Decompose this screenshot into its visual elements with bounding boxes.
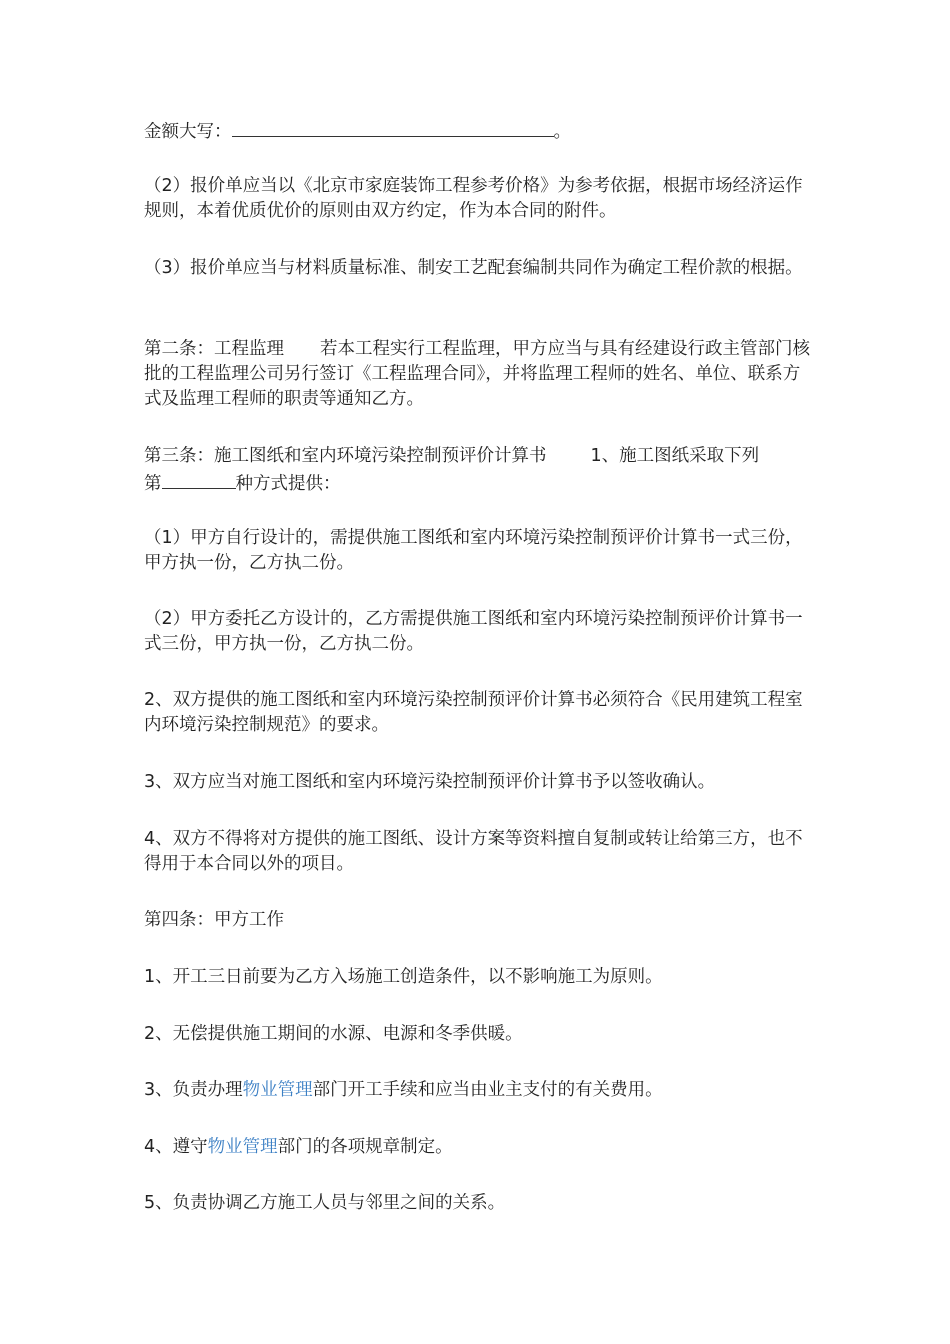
article-3-item-1-suffix: 种方式提供： bbox=[235, 474, 341, 494]
article-4-item-3-suffix: 部门开工手续和应当由业主支付的有关费用。 bbox=[312, 1080, 663, 1100]
amount-in-words-line bbox=[144, 117, 810, 145]
article-2-body: 若本工程实行工程监理，甲方应当与具有经建设行政主管部门核批的工程监理公司另行签订《工程监理合同》，并将监理工程师的姓名、单位、联系方式及监理工程师的职责等通知乙方。 bbox=[144, 339, 810, 409]
article-3-item-2: 2、双方提供的施工图纸和室内环境污染控制预评价计算书必须符合《民用建筑工程室内环境污染控制规范》的要求。 bbox=[144, 690, 803, 735]
article-3-heading bbox=[144, 444, 810, 497]
article-2 bbox=[144, 337, 810, 412]
article-4-item-1: 1、开工三日前要为乙方入场施工创造条件，以不影响施工为原则。 bbox=[144, 967, 663, 987]
article-3-item-1-intro: 1、施工图纸采取下列 bbox=[590, 446, 760, 466]
amount-label: 金额大写： bbox=[144, 122, 232, 142]
article-3-item-3: 3、双方应当对施工图纸和室内环境污染控制预评价计算书予以签收确认。 bbox=[144, 772, 716, 792]
article-3-title: 第三条：施工图纸和室内环境污染控制预评价计算书 bbox=[144, 446, 547, 466]
amount-end: 。 bbox=[553, 122, 571, 142]
article-2-title: 第二条：工程监理 bbox=[144, 339, 284, 359]
article-4-item-2: 2、无偿提供施工期间的水源、电源和冬季供暖。 bbox=[144, 1024, 523, 1044]
method-blank[interactable] bbox=[162, 469, 236, 489]
article-3-item-1-prefix: 第 bbox=[144, 474, 162, 494]
article-4-item-4-suffix: 部门的各项规章制定。 bbox=[277, 1137, 453, 1157]
quote-para-2: （2）报价单应当以《北京市家庭装饰工程参考价格》为参考依据，根据市场经济运作规则，本着优质优价的原则由双方约定，作为本合同的附件。 bbox=[144, 176, 803, 221]
option-2: （2）甲方委托乙方设计的，乙方需提供施工图纸和室内环境污染控制预评价计算书一式三份，甲方执一份，乙方执二份。 bbox=[144, 609, 803, 654]
quote-para-3: （3）报价单应当与材料质量标准、制安工艺配套编制共同作为确定工程价款的根据。 bbox=[144, 258, 803, 278]
article-4-title: 第四条：甲方工作 bbox=[144, 910, 284, 930]
article-4-item-4 bbox=[144, 1135, 810, 1160]
amount-blank[interactable] bbox=[232, 117, 554, 137]
option-1: （1）甲方自行设计的，需提供施工图纸和室内环境污染控制预评价计算书一式三份，甲方执一份，乙方执二份。 bbox=[144, 528, 803, 573]
property-management-link[interactable]: 物业管理 bbox=[242, 1080, 313, 1100]
property-management-link-2[interactable]: 物业管理 bbox=[207, 1137, 278, 1157]
article-4-item-4-prefix: 4、遵守 bbox=[144, 1137, 208, 1157]
article-4-item-5: 5、负责协调乙方施工人员与邻里之间的关系。 bbox=[144, 1193, 506, 1213]
article-3-item-4: 4、双方不得将对方提供的施工图纸、设计方案等资料擅自复制或转让给第三方，也不得用于本合同以外的项目。 bbox=[144, 829, 803, 874]
article-4-item-3 bbox=[144, 1078, 810, 1103]
article-4-item-3-prefix: 3、负责办理 bbox=[144, 1080, 243, 1100]
